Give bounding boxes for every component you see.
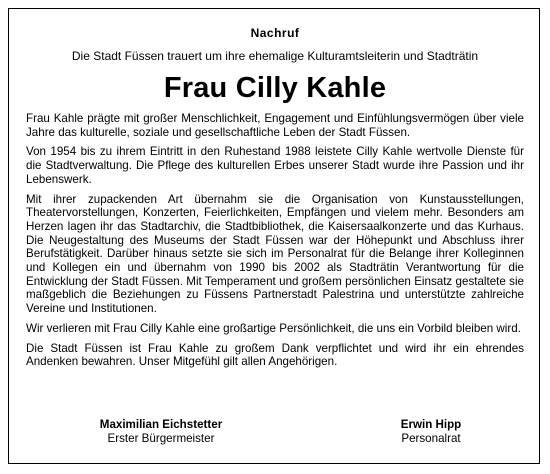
paragraph-career: Von 1954 bis zu ihrem Eintritt in den Ruhestand 1988 leistete Cilly Kahle wertvolle Dienste für die Stadtverwaltung. Die Pflege des kulturellen Erbes unserer Stadt wurde ihre Passion und ihr Lebenswerk.: [26, 145, 524, 186]
signature-name: Maximilian Eichstetter: [99, 418, 223, 431]
signature-staff-council: [326, 418, 536, 446]
signature-title: Erster Bürgermeister: [107, 432, 215, 445]
paragraph-tribute: Frau Kahle prägte mit großer Menschlichkeit, Engagement und Einfühlungsvermögen über viele Jahre das kulturelle, soziale und gesellschaftliche Leben der Stadt Füssen.: [26, 112, 524, 139]
intro-line: Die Stadt Füssen trauert um ihre ehemalige Kulturamtsleiterin und Stadträtin: [71, 49, 479, 63]
notice-heading: Nachruf: [250, 26, 300, 40]
obituary-content: [26, 26, 524, 375]
paragraph-thanks: Die Stadt Füssen ist Frau Kahle zu großem Dank verpflichtet und wird ihr ein ehrendes Andenken bewahren. Unser Mitgefühl gilt allen Angehörigen.: [26, 341, 524, 369]
signature-name: Erwin Hipp: [400, 418, 462, 431]
deceased-name: Frau Cilly Kahle: [163, 72, 387, 104]
paragraph-achievements: Mit ihrer zupackenden Art übernahm sie die Organisation von Kunstausstellungen, Theatervorstellungen, Konzerten, Feierlichkeiten, Empfängen und vielem mehr. Besonders am Herzen lagen ihr das Stadtarchiv, die Stadtbibliothek, die Kaisersaalkonzerte und das Kurhaus. Die Neugestaltung des Museums der Stadt Füssen war der Höhepunkt und Abschluss ihrer Berufstätigkeit. Darüber hinaus setzte sie sich im Personalrat für die Belange ihrer Kolleginnen und Kollegen ein und übernahm von 1990 bis 2002 als Stadträtin Verantwortung für die Entwicklung der Stadt Füssen. Mit Temperament und großem persönlichen Einsatz gestaltete sie maßgeblich die Beziehungen zu Füssens Partnerstadt Palestrina und unterstützte zahlreiche Vereine und Institutionen.: [26, 192, 524, 316]
signature-block: [26, 418, 524, 448]
signature-mayor: [76, 418, 246, 446]
paragraph-loss: Wir verlieren mit Frau Cilly Kahle eine großartige Persönlichkeit, die uns ein Vorbild bleiben wird.: [26, 321, 521, 335]
signature-title: Personalrat: [401, 432, 461, 445]
